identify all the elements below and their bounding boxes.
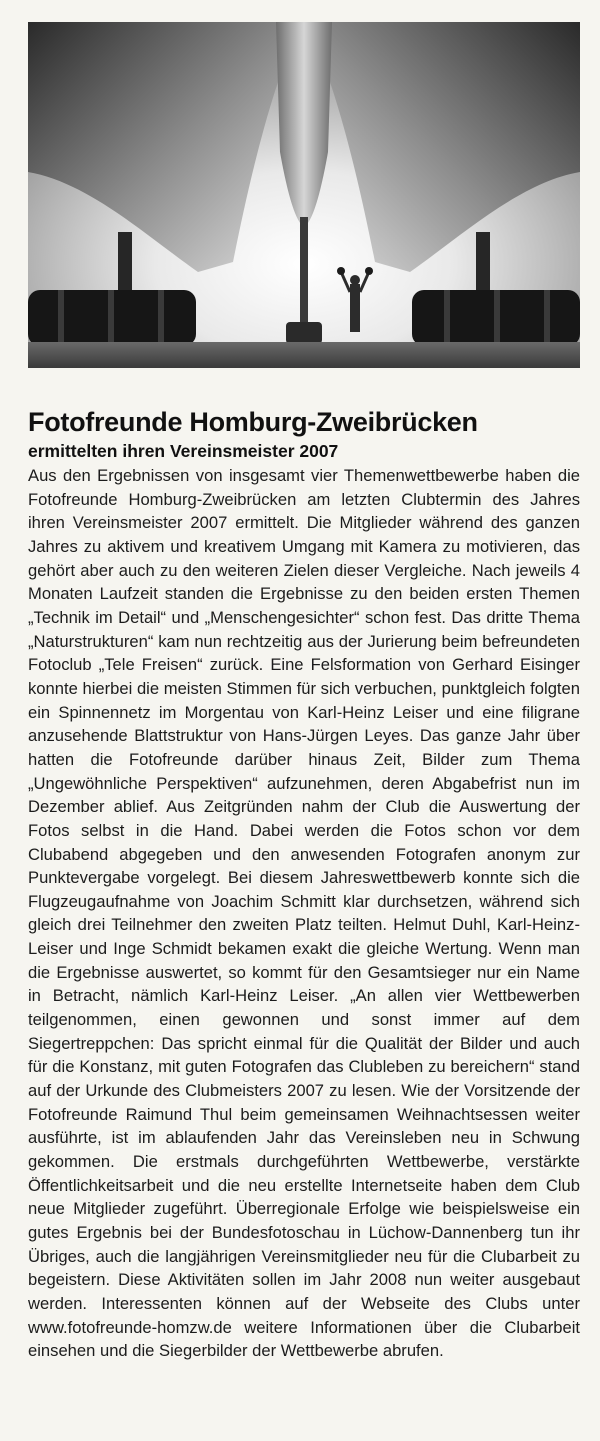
- article-subheadline: ermittelten ihren Vereinsmeister 2007: [28, 441, 339, 461]
- article-headline: Fotofreunde Homburg-Zweibrücken: [28, 407, 478, 437]
- article-body: Aus den Ergebnissen von insgesamt vier Themenwettbewerbe haben die Fotofreunde Homburg-Zweibrücken am letzten Clubtermin des Jahres ihren Vereinsmeister 2007 ermittelt. Die Mitglieder während des ganzen Jahres zu aktivem und kreativem Umgang mit Kamera zu motivieren, das gehört aber auch zu den weiteren Zielen dieser Vergleiche. Nach jeweils 4 Monaten Laufzeit standen die Ergebnisse zu den beiden ersten Themen „Technik im Detail“ und „Menschengesichter“ schon fest. Das dritte Thema „Naturstrukturen“ kam nun rechtzeitig aus der Jurierung beim befreundeten Fotoclub „Tele Freisen“ zurück. Eine Felsformation von Gerhard Eisinger konnte hierbei die meisten Stimmen für sich verbuchen, punktgleich folgten ein Spinnennetz im Morgentau von Karl-Heinz Leiser und eine filigrane anzusehende Blattstruktur von Hans-Jürgen Leyes. Das ganze Jahr über hatten die Fotofreunde darüber hinaus Zeit, Bilder zum Thema „Ungewöhnliche Perspektiven“ aufzunehmen, deren Abgabefrist nun im Dezember ablief. Aus Zeitgründen nahm der Club die Auswertung der Fotos selbst in die Hand. Dabei werden die Fotos schon vor dem Clubabend abgegeben und den anwesenden Fotografen anonym zur Punktevergabe vorgelegt. Bei diesem Jahreswettbewerb konnte sich die Flugzeugaufnahme von Joachim Schmitt klar durchsetzen, während sich gleich drei Teilnehmer den zweiten Platz teilten. Helmut Duhl, Karl-Heinz-Leiser und Inge Schmidt bekamen exakt die gleiche Wertung. Wenn man die Ergebnisse auswertet, so kommt für den Gesamtsieger nur ein Name in Betracht, nämlich Karl-Heinz Leiser. „An allen vier Wettbewerben teilgenommen, einen gewonnen und sonst immer auf dem Siegertreppchen: Das spricht einmal für die Qualität der Bilder und auch für die Konstanz, mit guten Fotografen das Clubleben zu bereichern“ stand auf der Urkunde des Clubmeisters 2007 zu lesen. Wie der Vorsitzende der Fotofreunde Raimund Thul beim gemeinsamen Weihnachtsessen weiter ausführte, ist im ablaufenden Jahr das Vereinsleben neu in Schwung gekommen. Die erstmals durchgeführten Wettbewerbe, verstärkte Öffentlichkeitsarbeit und die neu erstellte Internetseite haben dem Club neue Mitglieder zugeführt. Überregionale Erfolge wie beispielsweise ein gutes Ergebnis bei der Bundesfotoschau in Lüchow-Dannenberg tun ihr Übriges, auch die langjährigen Vereinsmitglieder neu für die Clubarbeit zu begeistern. Diese Aktivitäten sollen im Jahr 2008 nun weiter ausgebaut werden. Interessenten können auf der Webseite des Clubs unter www.fotofreunde-homzw.de weitere Informationen über die Clubarbeit einsehen und die Siegerbilder der Wettbewerbe abrufen.: [28, 466, 580, 1361]
- airplane-photo: [28, 22, 580, 368]
- airplane-underside-image: [28, 22, 580, 368]
